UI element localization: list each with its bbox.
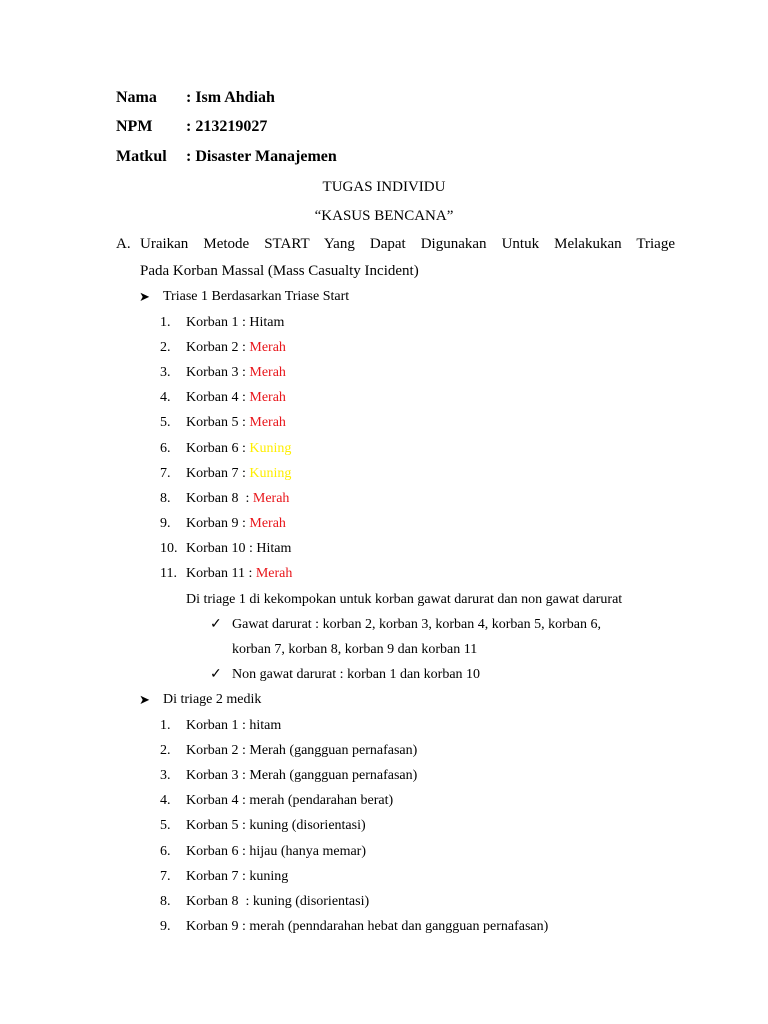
title-tugas-individu: TUGAS INDIVIDU: [322, 179, 446, 195]
section-a-marker: A.: [116, 236, 131, 252]
list-item-number: 8.: [160, 491, 171, 506]
list-item-number: 10.: [160, 541, 178, 556]
list-item-number: 11.: [160, 566, 177, 581]
nama-label: Nama: [116, 89, 157, 106]
triage-status-kuning: Kuning: [249, 441, 292, 456]
list-item-number: 2.: [160, 340, 171, 355]
triage-status-hitam: Hitam: [256, 541, 292, 556]
triage-status-merah: Merah: [249, 415, 286, 430]
korban-label: Korban 2 :: [186, 340, 250, 355]
list-item: Korban 8 : kuning (disorientasi): [186, 894, 370, 909]
npm-line: [116, 118, 267, 136]
list-item-number: 3.: [160, 365, 171, 380]
list-item: Korban 5 : kuning (disorientasi): [186, 818, 366, 833]
list-item: Korban 9 : merah (penndarahan hebat dan gangguan pernafasan): [186, 919, 549, 934]
nama-line: [116, 89, 275, 107]
triage1-note: Di triage 1 di kekompokan untuk korban gawat darurat dan non gawat darurat: [186, 592, 623, 607]
list-item: Korban 7 : kuning: [186, 869, 289, 884]
checkmark-icon: ✓: [210, 617, 222, 632]
gawat-darurat-line2: korban 7, korban 8, korban 9 dan korban 11: [232, 642, 478, 657]
list-item-number: 4.: [160, 793, 171, 808]
list-item: [186, 465, 291, 483]
list-item: Korban 3 : Merah (gangguan pernafasan): [186, 768, 418, 783]
list-item-number: 6.: [160, 441, 171, 456]
list-item-number: 5.: [160, 415, 171, 430]
list-item-number: 3.: [160, 768, 171, 783]
triage-status-merah: Merah: [252, 491, 290, 506]
list-item: [186, 440, 291, 458]
list-item: Korban 1 : hitam: [186, 718, 282, 733]
korban-label: Korban 4 :: [186, 390, 250, 405]
triage2-heading: Di triage 2 medik: [163, 692, 262, 707]
list-item-number: 7.: [160, 466, 171, 481]
triage-status-merah: Merah: [255, 566, 293, 581]
list-item-number: 9.: [160, 919, 171, 934]
section-a-line1: Uraikan Metode START Yang Dapat Digunakan Untuk Melakukan Triage: [140, 236, 675, 252]
list-item: Korban 2 : Merah (gangguan pernafasan): [186, 743, 418, 758]
triase1-heading: Triase 1 Berdasarkan Triase Start: [163, 289, 350, 304]
non-gawat-darurat-line: Non gawat darurat : korban 1 dan korban 10: [232, 667, 481, 682]
title-kasus-bencana: “KASUS BENCANA”: [314, 208, 454, 224]
korban-label: Korban 5 :: [186, 415, 250, 430]
triage-status-merah: Merah: [249, 390, 286, 405]
korban-label: Korban 1 :: [186, 315, 250, 330]
npm-value: : 213219027: [186, 118, 268, 135]
korban-label: Korban 9 :: [186, 516, 250, 531]
checkmark-icon: ✓: [210, 667, 222, 682]
list-item-number: 5.: [160, 818, 171, 833]
list-item: [186, 339, 286, 357]
list-item: [186, 490, 289, 508]
npm-label: NPM: [116, 118, 153, 135]
matkul-line: [116, 148, 337, 166]
list-item-number: 4.: [160, 390, 171, 405]
list-item-number: 7.: [160, 869, 171, 884]
triage-status-merah: Merah: [249, 365, 286, 380]
list-item-number: 1.: [160, 315, 171, 330]
arrowhead-bullet-icon: ➤: [139, 289, 150, 304]
list-item-number: 9.: [160, 516, 171, 531]
triage-status-hitam: Hitam: [249, 315, 285, 330]
triage-status-merah: Merah: [249, 516, 286, 531]
list-item-number: 8.: [160, 894, 171, 909]
korban-label: Korban 10 :: [186, 541, 257, 556]
list-item-number: 1.: [160, 718, 171, 733]
nama-value: : Ism Ahdiah: [186, 89, 275, 106]
matkul-value: : Disaster Manajemen: [186, 148, 337, 165]
list-item: Korban 6 : hijau (hanya memar): [186, 844, 366, 859]
triage-status-kuning: Kuning: [249, 466, 292, 481]
korban-label: Korban 8 :: [186, 491, 253, 506]
gawat-darurat-line1: Gawat darurat : korban 2, korban 3, korban 4, korban 5, korban 6,: [232, 617, 601, 632]
list-item: [186, 314, 284, 332]
list-item-number: 2.: [160, 743, 171, 758]
list-item-number: 6.: [160, 844, 171, 859]
list-item: [186, 389, 286, 407]
triage-status-merah: Merah: [249, 340, 286, 355]
section-a-line2: Pada Korban Massal (Mass Casualty Incident): [140, 263, 419, 279]
korban-label: Korban 7 :: [186, 466, 250, 481]
korban-label: Korban 3 :: [186, 365, 250, 380]
list-item: [186, 414, 286, 432]
list-item: [186, 540, 291, 558]
list-item: [186, 515, 286, 533]
arrowhead-bullet-icon: ➤: [139, 692, 150, 707]
list-item: [186, 565, 292, 583]
list-item: Korban 4 : merah (pendarahan berat): [186, 793, 394, 808]
list-item: [186, 364, 286, 382]
korban-label: Korban 6 :: [186, 441, 250, 456]
matkul-label: Matkul: [116, 148, 167, 165]
korban-label: Korban 11 :: [186, 566, 256, 581]
